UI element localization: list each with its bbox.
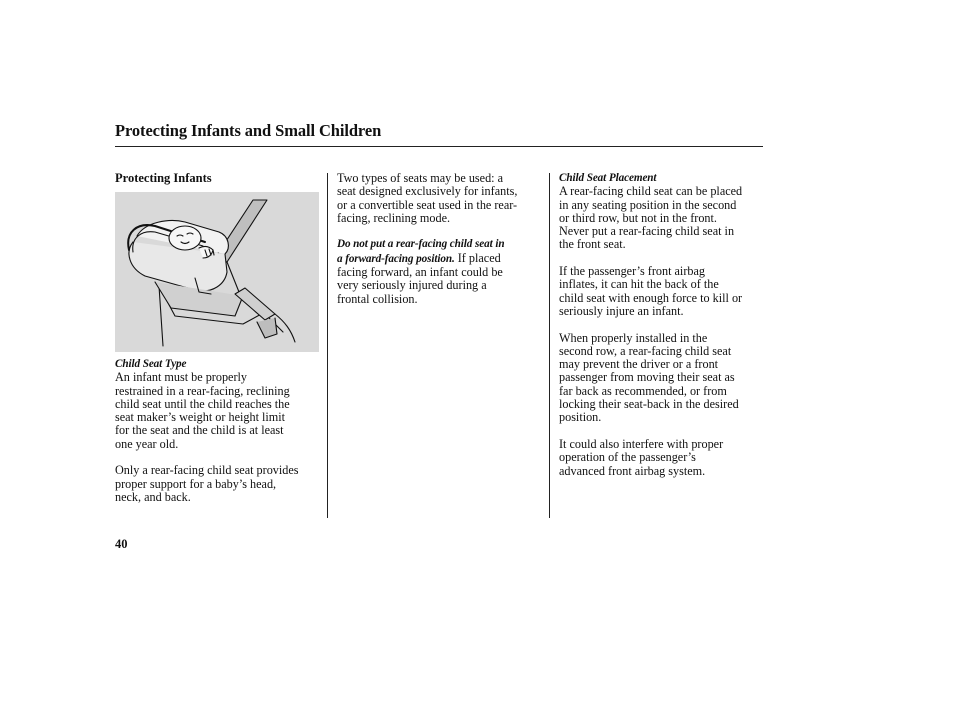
section-heading: Protecting Infants <box>115 171 212 185</box>
column-1-text <box>115 358 325 504</box>
c1p1-l3: child seat until the child reaches the <box>115 396 290 411</box>
c3p4-l3: advanced front airbag system. <box>559 463 706 478</box>
rear-facing-infant-seat-illustration <box>115 192 319 352</box>
c3p4-l2: operation of the passenger’s <box>559 450 696 465</box>
c2w-l3: facing forward, an infant could be <box>337 265 503 280</box>
c2w-l5: frontal collision. <box>337 291 418 306</box>
c1p1-l5: for the seat and the child is at least <box>115 423 284 438</box>
c3p2-l4: seriously injure an infant. <box>559 303 684 318</box>
c1p2-l3: neck, and back. <box>115 489 191 504</box>
c3p3-l4: passenger from moving their seat as <box>559 370 735 385</box>
c3p1-l4: Never put a rear-facing child seat in <box>559 224 735 239</box>
column-2-text <box>337 172 547 306</box>
c1p1-l4: seat maker’s weight or height limit <box>115 410 286 425</box>
c3p2-l1: If the passenger’s front airbag <box>559 264 705 279</box>
warning-line-2 <box>337 252 547 266</box>
page-number: 40 <box>115 537 128 551</box>
c2w-l4: very seriously injured during a <box>337 278 487 293</box>
c3p1-l1: A rear-facing child seat can be placed <box>559 184 743 199</box>
c1p2-l1: Only a rear-facing child seat provides <box>115 463 299 478</box>
c1p1-l2: restrained in a rear-facing, reclining <box>115 383 290 398</box>
column-divider-2 <box>549 173 550 518</box>
c1p1-l1: An infant must be properly <box>115 370 248 385</box>
c3p3-l2: second row, a rear-facing child seat <box>559 343 732 358</box>
warning-bold-line-1: Do not put a rear-facing child seat in <box>337 238 505 251</box>
c3p2-l2: inflates, it can hit the back of the <box>559 277 719 292</box>
warning-bold-line-2: a forward-facing position. <box>337 252 455 265</box>
c3p3-l6: locking their seat-back in the desired <box>559 397 739 412</box>
c2p1-l1: Two types of seats may be used: a <box>337 171 504 185</box>
c2p1-l3: or a convertible seat used in the rear- <box>337 197 518 212</box>
title-rule <box>115 146 763 147</box>
child-seat-type-subhead: Child Seat Type <box>115 358 187 370</box>
infant-seat-figure <box>115 192 319 352</box>
column-3-text <box>559 172 769 478</box>
page-title: Protecting Infants and Small Children <box>115 121 382 140</box>
c3p4-l1: It could also interfere with proper <box>559 436 724 451</box>
c3p3-l3: may prevent the driver or a front <box>559 357 719 372</box>
c3p1-l5: the front seat. <box>559 237 626 252</box>
c1p1-l6: one year old. <box>115 436 179 451</box>
c3p3-l1: When properly installed in the <box>559 330 708 345</box>
c3p3-l5: far back as recommended, or from <box>559 383 727 398</box>
c2p1-l2: seat designed exclusively for infants, <box>337 184 518 199</box>
c3p2-l3: child seat with enough force to kill or <box>559 290 743 305</box>
column-divider-1 <box>327 173 328 518</box>
child-seat-placement-subhead: Child Seat Placement <box>559 172 657 184</box>
c2p1-l4: facing, reclining mode. <box>337 210 451 225</box>
c1p2-l2: proper support for a baby’s head, <box>115 476 277 491</box>
warning-rest-first: If placed <box>454 250 501 265</box>
c3p3-l7: position. <box>559 410 602 425</box>
c3p1-l3: or third row, but not in the front. <box>559 210 717 225</box>
c3p1-l2: in any seating position in the second <box>559 197 737 212</box>
